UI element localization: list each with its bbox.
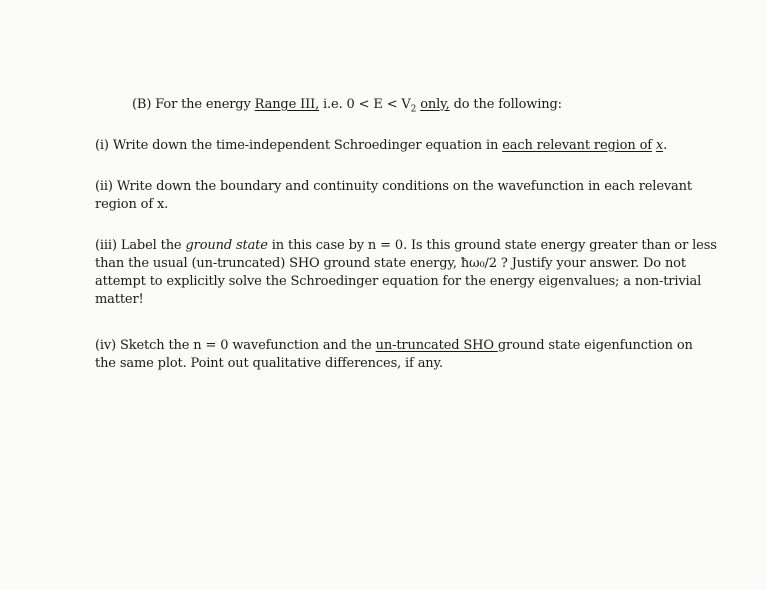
question-ii-line-1: (ii) Write down the boundary and continuity conditions on the wavefunction in each relevant	[95, 179, 692, 194]
part-b-suffix: do the following:	[449, 97, 562, 112]
question-i	[95, 137, 667, 155]
question-iv-line-1	[95, 337, 693, 355]
question-ii-line-2: region of x.	[95, 197, 169, 212]
question-iii-line-1b: in this case by n = 0. Is this ground state energy greater than or less	[267, 238, 717, 253]
question-iii-line-3: attempt to explicitly solve the Schroedinger equation for the energy eigenvalues; a non-trivial	[95, 274, 702, 289]
question-iv	[95, 337, 693, 373]
question-iv-line-1a: (iv) Sketch the n = 0 wavefunction and the	[95, 338, 376, 353]
question-iv-line-2: the same plot. Point out qualitative differences, if any.	[95, 356, 443, 371]
only-label: only,	[420, 97, 450, 112]
ground-state-term: ground state	[185, 238, 268, 253]
x-variable: x	[655, 138, 664, 153]
range-iii-label: Range III,	[254, 97, 320, 112]
question-i-end: .	[663, 138, 668, 153]
question-iii-line-1	[95, 237, 717, 255]
part-b-prefix: (B) For the energy	[132, 97, 255, 112]
question-iv-line-1b: ground state eigenfunction on	[497, 338, 693, 353]
part-b-heading	[132, 96, 562, 119]
question-iii-line-1a: (iii) Label the	[95, 238, 186, 253]
question-iii-line-2: than the usual (un-truncated) SHO ground state energy, ħω₀/2 ? Justify your answer. Do not	[95, 256, 686, 271]
question-iii-line-4: matter!	[95, 292, 144, 307]
question-i-text: (i) Write down the time-independent Schroedinger equation in	[95, 138, 503, 153]
question-iii	[95, 237, 717, 309]
question-ii	[95, 178, 692, 214]
un-truncated-sho: un-truncated SHO	[375, 338, 498, 353]
each-relevant-region: each relevant region of	[502, 138, 652, 153]
part-b-middle: i.e. 0 < E < V	[319, 97, 411, 112]
v-subscript: 2	[410, 104, 417, 115]
